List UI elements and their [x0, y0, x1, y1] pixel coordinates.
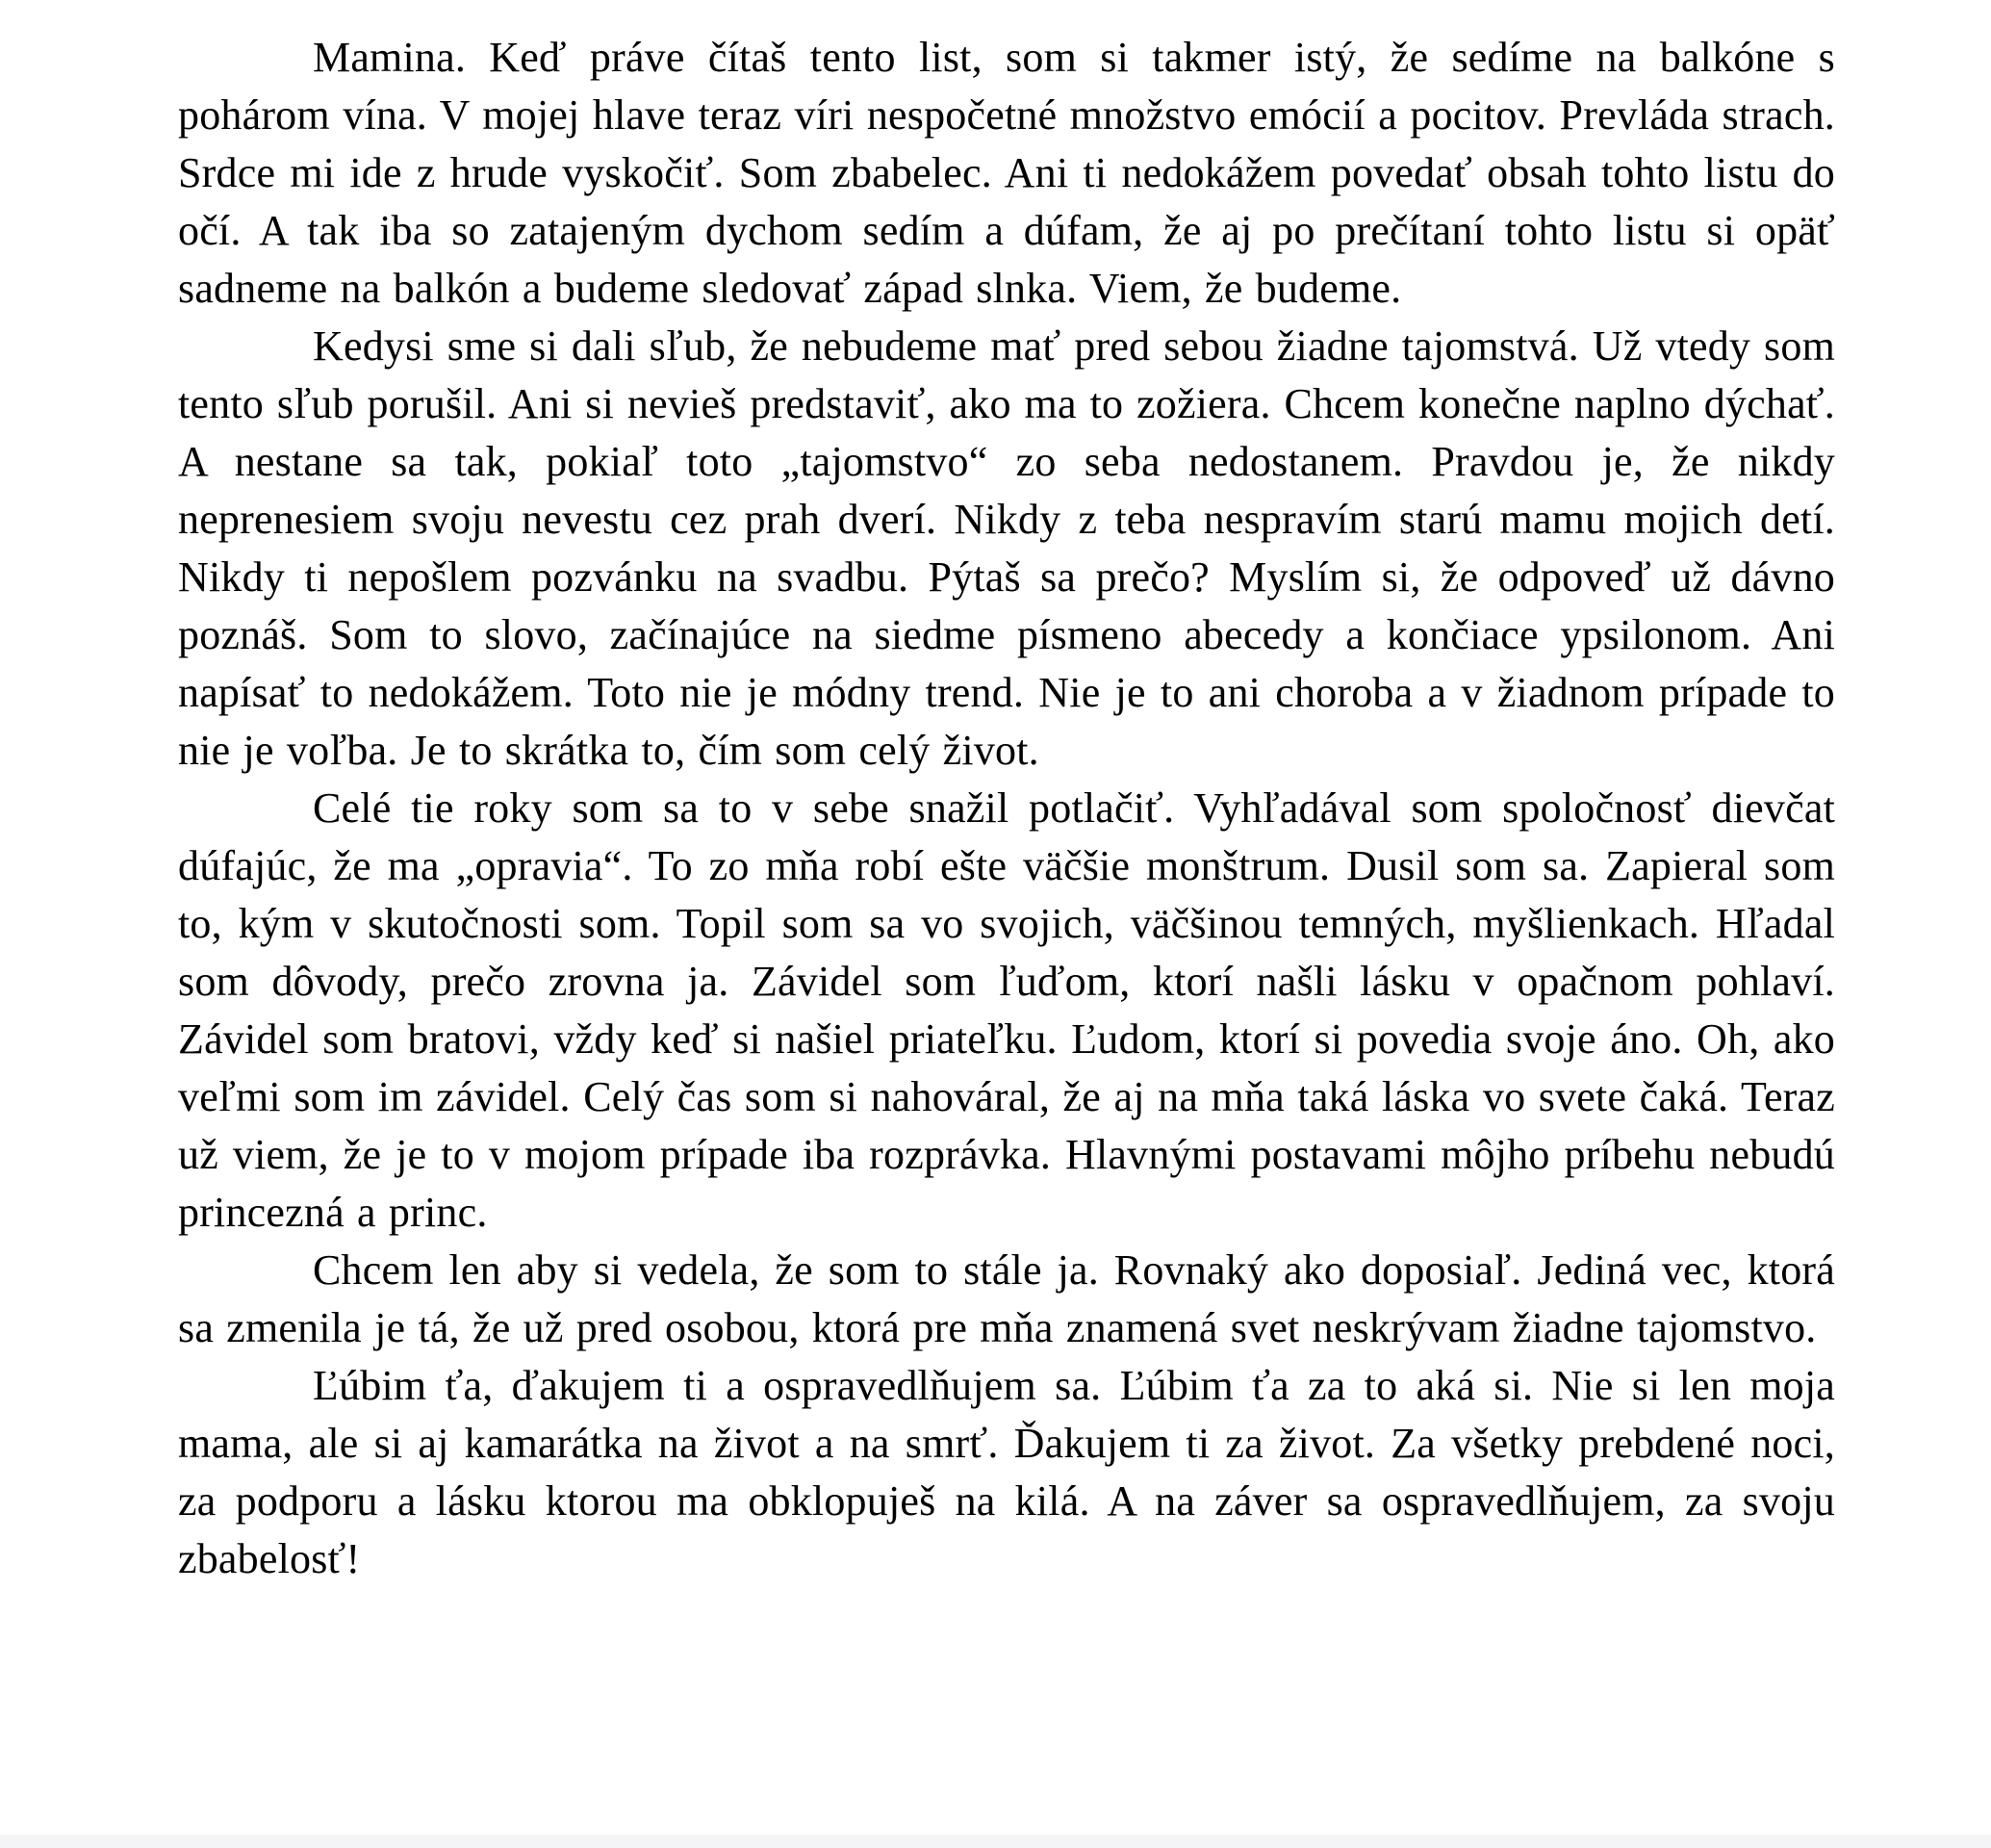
letter-paragraph-3: Celé tie roky som sa to v sebe snažil potlačiť. Vyhľadával som spoločnosť dievčat dúfajúc, že ma „opravia“. To zo mňa robí ešte väčšie monštrum. Dusil som sa. Zapieral som to, kým v skutočnosti som. Topil som sa vo svojich, väčšinou temných, myšlienkach. Hľadal som dôvody, prečo zrovna ja. Závidel som ľuďom, ktorí našli lásku v opačnom pohlaví. Závidel som bratovi, vždy keď si našiel priateľku. Ľudom, ktorí si povedia svoje áno. Oh, ako veľmi som im závidel. Celý čas som si nahováral, že aj na mňa taká láska vo svete čaká. Teraz už viem, že je to v mojom prípade iba rozprávka. Hlavnými postavami môjho príbehu nebudú princezná a princ. [178, 784, 1835, 1236]
letter-text-block [178, 29, 1835, 1588]
letter-paragraph-5: Ľúbim ťa, ďakujem ti a ospravedlňujem sa. Ľúbim ťa za to aká si. Nie si len moja mama, ale si aj kamarátka na život a na smrť. Ďakujem ti za život. Za všetky prebdené noci, za podporu a lásku ktorou ma obklopuješ na kilá. A na záver sa ospravedlňujem, za svoju zbabelosť! [178, 1362, 1835, 1582]
letter-paragraph-1: Mamina. Keď práve čítaš tento list, som si takmer istý, že sedíme na balkóne s pohárom vína. V mojej hlave teraz víri nespočetné množstvo emócií a pocitov. Prevláda strach. Srdce mi ide z hrude vyskočiť. Som zbabelec. Ani ti nedokážem povedať obsah tohto listu do očí. A tak iba so zatajeným dychom sedím a dúfam, že aj po prečítaní tohto listu si opäť sadneme na balkón a budeme sledovať západ slnka. Viem, že budeme. [178, 34, 1835, 312]
letter-paragraph-4: Chcem len aby si vedela, že som to stále ja. Rovnaký ako doposiaľ. Jediná vec, ktorá sa zmenila je tá, že už pred osobou, ktorá pre mňa znamená svet neskrývam žiadne tajomstvo. [178, 1246, 1835, 1351]
letter-paragraph-2: Kedysi sme si dali sľub, že nebudeme mať pred sebou žiadne tajomstvá. Už vtedy som tento sľub porušil. Ani si nevieš predstaviť, ako ma to zožiera. Chcem konečne naplno dýchať. A nestane sa tak, pokiaľ toto „tajomstvo“ zo seba nedostanem. Pravdou je, že nikdy neprenesiem svoju nevestu cez prah dverí. Nikdy z teba nespravím starú mamu mojich detí. Nikdy ti nepošlem pozvánku na svadbu. Pýtaš sa prečo? Myslím si, že odpoveď už dávno poznáš. Som to slovo, začínajúce na siedme písmeno abecedy a končiace ypsilonom. Ani napísať to nedokážem. Toto nie je módny trend. Nie je to ani choroba a v žiadnom prípade to nie je voľba. Je to skrátka to, čím som celý život. [178, 322, 1835, 774]
bottom-edge-strip [0, 1835, 1991, 1848]
